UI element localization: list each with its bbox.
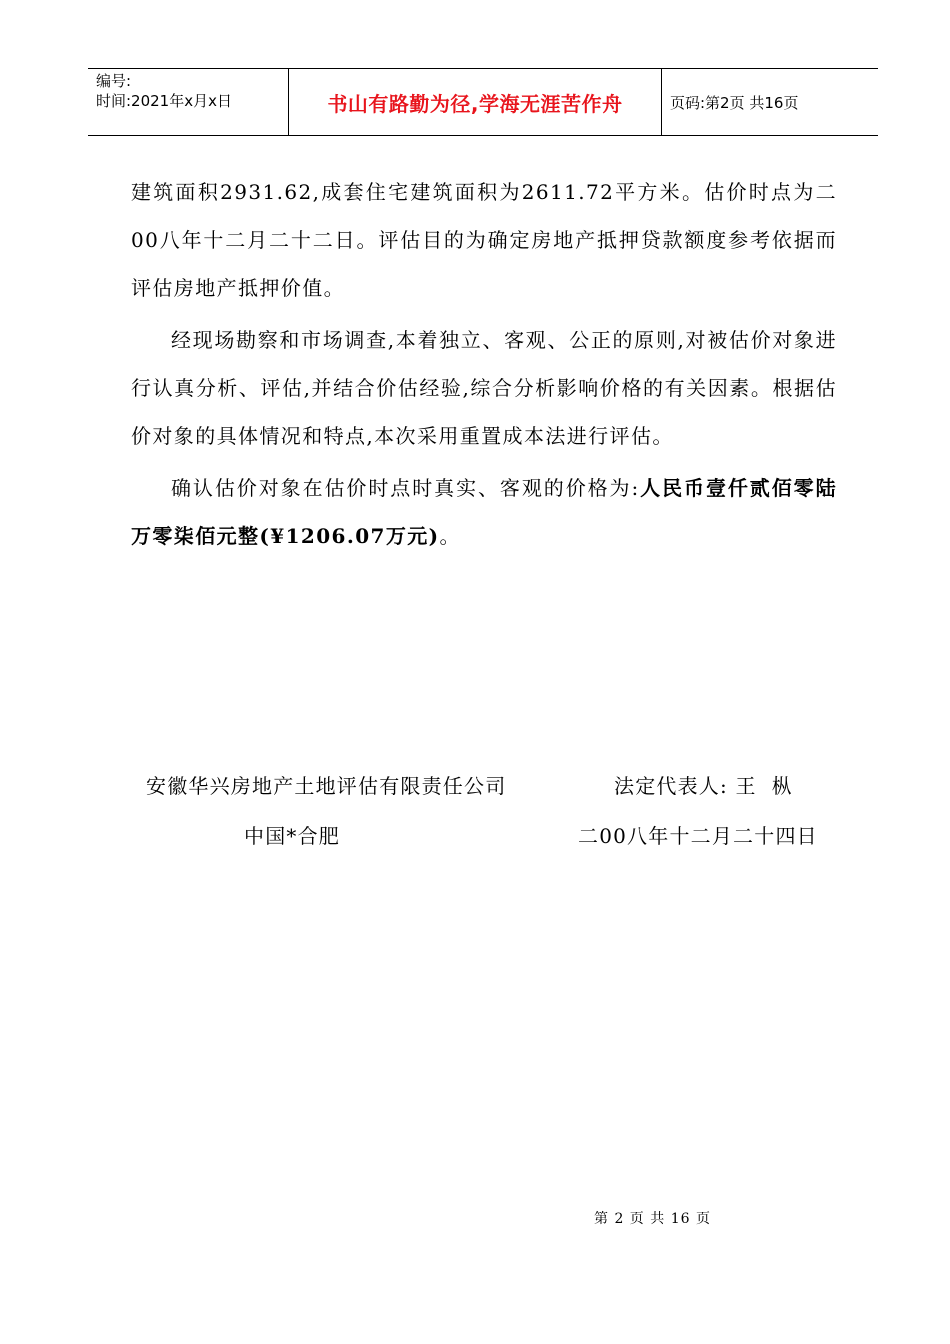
header-meta-cell [88, 69, 289, 135]
company-name: 安徽华兴房地产土地评估有限责任公司 [146, 774, 507, 798]
paragraph-area-and-purpose: 建筑面积2931.62,成套住宅建筑面积为2611.72平方米。估价时点为二00八年十二月二十二日。评估目的为确定房地产抵押贷款额度参考依据而评估房地产抵押价值。 [131, 180, 837, 300]
location: 中国*合肥 [244, 824, 340, 848]
signature-date: 二00八年十二月二十四日 [578, 824, 818, 848]
valuation-suffix: 。 [439, 524, 461, 548]
header-table [88, 68, 878, 136]
time-label: 时间:2021年x月x日 [96, 92, 232, 110]
page-footer: 第 2 页 共 16 页 [594, 1211, 711, 1227]
serial-label: 编号: [96, 72, 132, 90]
header-page-info: 页码:第2页 共16页 [670, 93, 799, 112]
header-slogan: 书山有路勤为径,学海无涯苦作舟 [289, 69, 662, 135]
valuation-prefix: 确认估价对象在估价时点时真实、客观的价格为: [171, 476, 640, 500]
paragraph-valuation [131, 464, 837, 560]
paragraph-method: 经现场勘察和市场调查,本着独立、客观、公正的原则,对被估价对象进行认真分析、评估,并结合价估经验,综合分析影响价格的有关因素。根据估价对象的具体情况和特点,本次采用重置成本法进行评估。 [131, 328, 837, 448]
legal-representative: 法定代表人: 王 枞 [614, 774, 794, 798]
valuation-amount: 人民币壹仟贰佰零陆万零柒佰元整(¥1206.07万元) [131, 476, 837, 548]
report-body [131, 168, 837, 560]
